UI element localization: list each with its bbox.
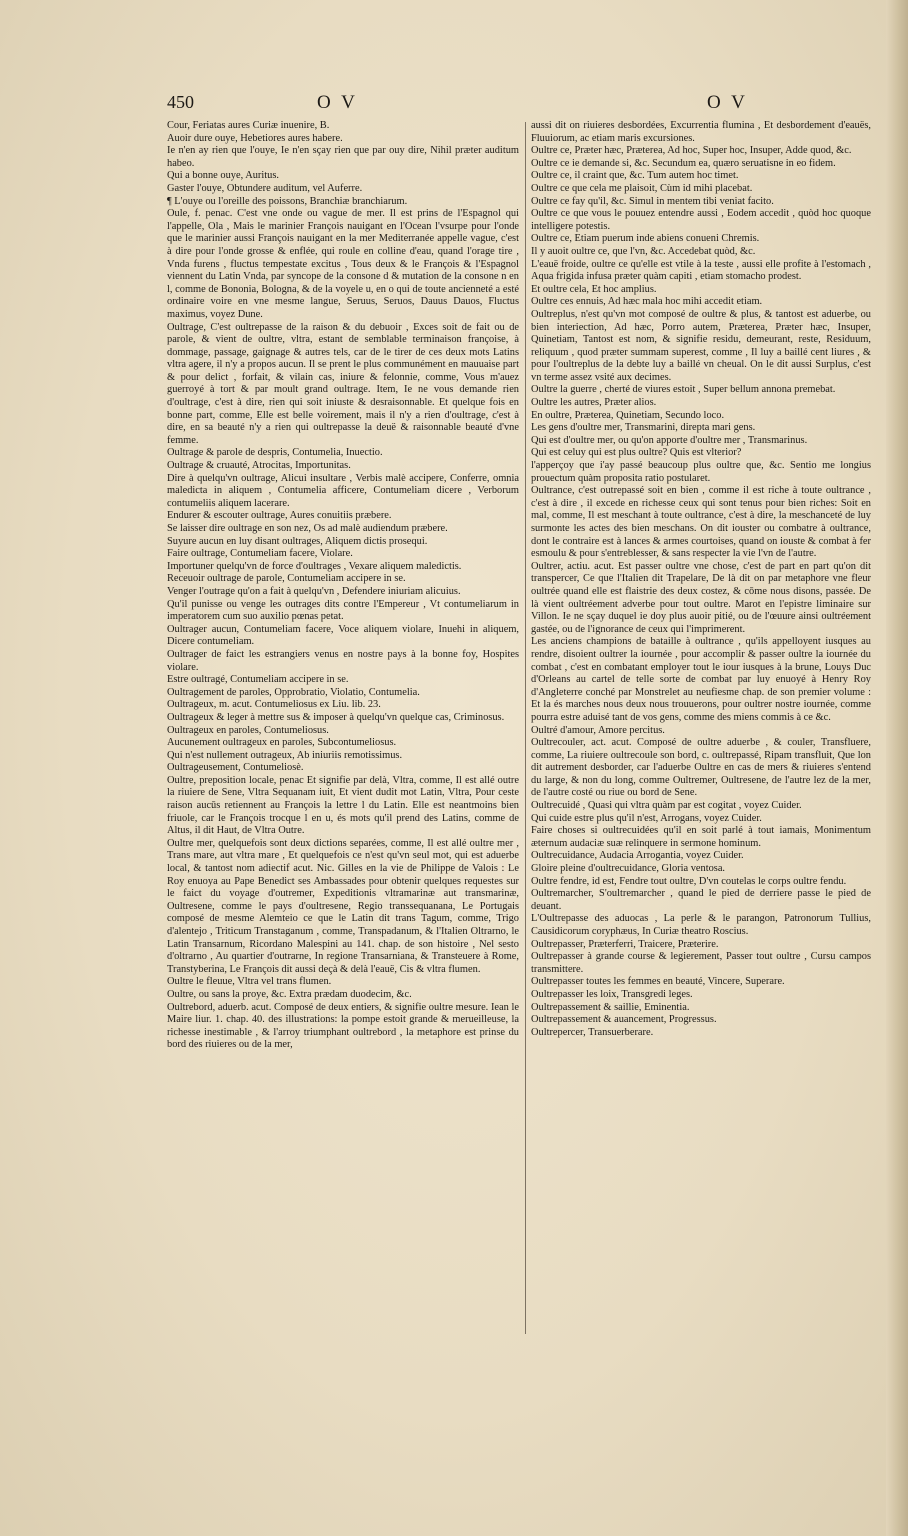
right-column-entry: Oultre ce ie demande si, &c. Secundum ea, quæro seruatisne in eo fidem. bbox=[531, 157, 836, 169]
right-column-entry: Les anciens champions de bataille à oultrance , qu'ils appelloyent iusques au rendre, disoient oultrer la iournée , pour accomplir & passer oultre la iournée du combat , c'est en combatant employer tout le iour iusques à la brune, Louys Duc d'Orleans au cartel de telle sorte de combat par luy enuoyé à Henry Roy d'Angleterre conché par Monstrelet au neufiesme chap. de son premier volume : Et la és marches nous deux nous trouuerons, pour oultrer nostre iournée, comme pourra estre aduisé tant de vos gens, comme des miens commis à ce &c. bbox=[531, 636, 871, 723]
left-column-entry: Oultre le fleuue, Vltra vel trans flumen. bbox=[167, 976, 332, 988]
left-column-entry: Oultrebord, aduerb. acut. Composé de deux entiers, & signifie oultre mesure. Iean le Maire liur. 1. chap. 40. des illustrations: la pompe estoit grande & merueilleuse, la richesse inestimable , & l'arroy triumphant oultrebord , la metaphore est prinse du bord des riuieres ou de la mer, bbox=[167, 1001, 519, 1051]
right-column-entry: Oultrepassement & saillie, Eminentia. bbox=[531, 1001, 690, 1013]
right-column-entry: Oultre ce que cela me plaisoit, Cùm id mihi placebat. bbox=[531, 182, 753, 194]
left-column-entry: Endurer & escouter oultrage, Aures conuitiis præbere. bbox=[167, 510, 392, 522]
right-column-entry: Oultrer, actiu. acut. Est passer oultre vne chose, c'est de part en part qu'on dit transpercer, Ce que l'Italien dit Trapelare, De là dit on par metaphore vne fleur oultrée quand elle est flaistrie des deux costez, & cōme nous disons, passée. De là vient oultréement adverbe pour tout oultre. Marot en l'epistre liminaire sur Villon. Ie ne sçay duquel ie doy plus auoir pitié, ou de l'œuure ainsi oultréement gastée, ou de l'ignorance de ceux qui l'imprimerent. bbox=[531, 560, 871, 635]
left-column-entry: Auoir dure ouye, Hebetiores aures habere. bbox=[167, 132, 343, 144]
right-column-entry: Oultrepasser les loix, Transgredi leges. bbox=[531, 988, 693, 1000]
right-column-entry: Oultrepercer, Transuerberare. bbox=[531, 1026, 654, 1038]
left-column-entry: Qu'il punisse ou venge les outrages dits contre l'Empereur , Vt contumeliarum in imperatorem cum suo auxilio pœnas petat. bbox=[167, 598, 519, 623]
left-column-entry: Ie n'en ay rien que l'ouye, Ie n'en sçay rien que par ouy dire, Nihil præter auditum habeo. bbox=[167, 145, 519, 169]
right-column-entry: Oultrepasser toutes les femmes en beauté, Vincere, Superare. bbox=[531, 976, 785, 988]
left-column-entry: Oultrageux en paroles, Contumeliosus. bbox=[167, 724, 329, 736]
left-column-entry: Oultrager aucun, Contumeliam facere, Voce aliquem violare, Inuehi in aliquem, Dicere contumeliam. bbox=[167, 623, 519, 648]
right-column-entry: Oultrecuidance, Audacia Arrogantia, voyez Cuider. bbox=[531, 850, 744, 862]
right-column-entry: Il y auoit oultre ce, que l'vn, &c. Accedebat quòd, &c. bbox=[531, 245, 756, 257]
right-column-entry: Oultre ces ennuis, Ad hæc mala hoc mihi accedit etiam. bbox=[531, 296, 763, 308]
right-column-entry: Et oultre cela, Et hoc amplius. bbox=[531, 283, 657, 295]
right-column-entry: Oultre ce, il craint que, &c. Tum autem hoc timet. bbox=[531, 170, 739, 182]
right-column-entry: Oultremarcher, S'oultremarcher , quand le pied de derriere passe le pied de deuant. bbox=[531, 888, 871, 912]
right-column-entry: En oultre, Præterea, Quinetiam, Secundo loco. bbox=[531, 409, 725, 421]
left-column-entry: Oule, f. penac. C'est vne onde ou vague de mer. Il est prins de l'Espagnol qui l'appelle, Ola , Mais le marinier François nauigant en l'Ocean l'vsurpe pour l'onde que le marinier aussi François nauigant en la mer Mediterranée appelle vague, c'est à dire pour l'onde grosse & enflée, qui roule en colline d'eau, quand l'orage tire , Vnda furens , fluctus tempestate excitus , Tous deux & le François & l'Espagnol viennent du Latin Vnda, par syncope de la consone d & mutation de la consone n en l, comme de Bononia, Bologna, & de la voyele u, en o qui de toute ancienneté a esté ordinaire voire en vne mesme langue, Seruus, Seruos, Dauus Dauos, Fluctus maximus, voyez Dune. bbox=[167, 208, 519, 320]
right-column-entry: Qui cuide estre plus qu'il n'est, Arrogans, voyez Cuider. bbox=[531, 812, 762, 824]
left-column-entry: Venger l'outrage qu'on a fait à quelqu'vn , Defendere iniuriam alicuius. bbox=[167, 585, 461, 597]
left-column bbox=[167, 120, 519, 1052]
right-column-entry: Qui est celuy qui est plus oultre? Quis est vlterior? bbox=[531, 447, 742, 459]
right-column-entry: Gloire pleine d'oultrecuidance, Gloria ventosa. bbox=[531, 863, 726, 875]
left-column-entry: Oultrageusement, Contumeliosè. bbox=[167, 762, 304, 774]
right-column-entry: Oultrepasser, Præterferri, Traicere, Præterire. bbox=[531, 938, 719, 950]
right-column-entry: Oultré d'amour, Amore percitus. bbox=[531, 724, 665, 736]
left-column-entry: Oultre, preposition locale, penac Et signifie par delà, Vltra, comme, Il est allé outre la riuiere de Sene, Vltra Sequanam iuit, Et vient dudit mot Latin, Vltra, Pour ceste raison aucūs retiennent au François la lettre l du Latin. Elle est neantmoins bien friuole, car le François trocque l en u, és mots qu'il prend des Latins, comme de Altus, il dit Haut, de Vltra Outre. bbox=[167, 774, 519, 837]
left-column-entry: Cour, Feriatas aures Curiæ inuenire, B. bbox=[167, 120, 330, 131]
right-column-entry: Qui est d'oultre mer, ou qu'on apporte d'oultre mer , Transmarinus. bbox=[531, 434, 808, 446]
right-column-entry: Oultrepassement & auancement, Progressus. bbox=[531, 1014, 717, 1026]
left-column-entry: Importuner quelqu'vn de force d'oultrages , Vexare aliquem maledictis. bbox=[167, 560, 462, 572]
right-column-entry: Oultre ce, Etiam puerum inde abiens conueni Chremis. bbox=[531, 233, 760, 245]
right-column-entry: Oultre les autres, Præter alios. bbox=[531, 397, 657, 409]
right-column-entry: Oultre fendre, id est, Fendre tout oultre, D'vn coutelas le corps oultre fendu. bbox=[531, 875, 847, 887]
right-column-entry: L'Oultrepasse des aduocas , La perle & le parangon, Patronorum Tullius, Causidicorum coryphæus, In Curiæ theatro Roscius. bbox=[531, 913, 871, 937]
right-header-title: O V bbox=[707, 92, 748, 113]
left-column-entry: Qui n'est nullement outrageux, Ab iniuriis remotissimus. bbox=[167, 749, 403, 761]
right-column-entry: Les gens d'oultre mer, Transmarini, direpta mari gens. bbox=[531, 422, 756, 434]
left-column-entry: Se laisser dire oultrage en son nez, Os ad malè audiendum præbere. bbox=[167, 523, 448, 534]
right-column-entry: Oultre ce, Præter hæc, Præterea, Ad hoc, Super hoc, Insuper, Adde quod, &c. bbox=[531, 145, 852, 157]
right-column-entry: Oultrecuidé , Quasi qui vltra quàm par est cogitat , voyez Cuider. bbox=[531, 800, 802, 812]
running-header bbox=[167, 92, 867, 120]
right-column-entry: Faire choses si oultrecuidées qu'il en soit parlé à tout iamais, Monimentum æternum audaciæ suæ relinquere in sermone hominum. bbox=[531, 825, 871, 849]
column-divider bbox=[525, 122, 526, 1334]
left-header-title: O V bbox=[317, 92, 358, 113]
left-column-entry: Oultrageux & leger à mettre sus & imposer à quelqu'vn quelque cas, Criminosus. bbox=[167, 711, 505, 723]
left-column-entry: Estre oultragé, Contumeliam accipere in se. bbox=[167, 674, 349, 686]
right-column-entry: Oultre la guerre , cherté de viures estoit , Super bellum annona premebat. bbox=[531, 384, 836, 396]
left-column-entry: Oultrage & parole de despris, Contumelia, Inuectio. bbox=[167, 447, 383, 459]
left-column-entry: Oultre, ou sans la proye, &c. Extra prædam duodecim, &c. bbox=[167, 988, 412, 1000]
right-column-entry: Oultreplus, n'est qu'vn mot composé de oultre & plus, & tantost est aduerbe, ou bien interiection, Ad hæc, Porro autem, Præterea, Præter hæc, Insuper, Quinetiam, Tantost est nom, & signifie residu, demeurant, reste, Residuum, reliquum , quod præter summam superest, comme , Il luy a baillé cent liures , & pour l'oultreplus de la debte luy a baillé vn cheual. On le dit aussi Surplus, c'est vn terme assez vsité aux decimes. bbox=[531, 308, 871, 383]
left-column-entry: Oultre mer, quelquefois sont deux dictions separées, comme, Il est allé oultre mer , Trans mare, aut vltra mare , Et quelquefois ce n'est qu'vn seul mot, qui est aduerbe local, & tantost nom adiectif acut. Nic. Gilles en la vie de Philippe de Valois : Le Roy enuoya au Pape Benedict ses Ambassades pour obtenir quelques requestes sur le faict du voyage d'outremer, Expeditionis vltramarinæ aut transmarinæ, Oultresene, comme le pays d'oultresene, Regio transsequanana, Le Portugais composé de mesme Alemteio ce que le Latin dit trans Tagum, comme, Trigo d'alentejo , Triticum Transtaganum , comme, Transpadanum, & l'Italien Oltrarno, le Latin Transarnum, Ricordano Malespini au 141. chap. de son histoire , Nel sesto d'oltrarno , Au quartier d'outrarne, In regione Transarniana, & Transteuere à Rome, Transtyberina, Le François dit aussi deçà & delà l'eauë, Cis & vltra flumen. bbox=[167, 837, 519, 975]
right-column-entry: L'eauë froide, oultre ce qu'elle est vtile à la teste , aussi elle profite à l'estomach , Aqua frigida infusa præter quàm capiti , etiam stomacho prodest. bbox=[531, 258, 871, 283]
left-column-entry: Oultrage & cruauté, Atrocitas, Importunitas. bbox=[167, 460, 351, 472]
right-column-entry: l'apperçoy que i'ay passé beaucoup plus oultre que, &c. Sentio me longius prouectum quàm proposita ratio postularet. bbox=[531, 460, 871, 484]
left-column-entry: Receuoir oultrage de parole, Contumeliam accipere in se. bbox=[167, 573, 406, 585]
left-column-entry: Oultragement de paroles, Opprobratio, Violatio, Contumelia. bbox=[167, 686, 420, 698]
left-column-entry: Dire à quelqu'vn oultrage, Alicui insultare , Verbis malè accipere, Conferre, omnia maledicta in aliquem , Contumelia afficere, Contumeliam dicere , Verborum contumeliis aliquem lacerare. bbox=[167, 472, 519, 509]
right-column-entry: Oultre ce que vous le pouuez entendre aussi , Eodem accedit , quòd hoc quoque intelligere potestis. bbox=[531, 208, 871, 232]
left-column-entry: Oultrageux, m. acut. Contumeliosus ex Liu. lib. 23. bbox=[167, 699, 381, 711]
right-column-entry: Oultrecouler, act. acut. Composé de oultre aduerbe , & couler, Transfluere, comme, La riuiere oultrecoule son bord, c. oultrepassé, Ripam transfluit, Que lon dit autrement desborder, car l'aduerbe Oultre en cas de mers & riuieres s'entend du large, & non du long, comme Oultremer, Oultresene, de l'autre lez de la mer, de l'autre costé ou riue ou bord de Sene. bbox=[531, 737, 871, 799]
left-column-entry: Aucunement oultrageux en paroles, Subcontumeliosus. bbox=[167, 737, 397, 749]
left-column-entry: Qui a bonne ouye, Auritus. bbox=[167, 170, 279, 182]
page-gutter bbox=[886, 0, 908, 1536]
right-column-entry: Oultrepasser à grande course & legierement, Passer tout oultre , Cursu campos transmittere. bbox=[531, 951, 871, 975]
left-column-entry: ¶ L'ouye ou l'oreille des poissons, Branchiæ branchiarum. bbox=[167, 195, 408, 207]
right-column-entry: Oultre ce fay qu'il, &c. Simul in mentem tibi veniat facito. bbox=[531, 195, 774, 207]
left-column-entry: Gaster l'ouye, Obtundere auditum, vel Auferre. bbox=[167, 182, 363, 194]
right-column bbox=[531, 120, 871, 1039]
page-number: 450 bbox=[167, 92, 194, 112]
left-column-entry: Suyure aucun en luy disant oultrages, Aliquem dictis prosequi. bbox=[167, 535, 428, 547]
right-column-entry: Oultrance, c'est outrepassé soit en bien , comme il est riche à toute oultrance , c'est à dire , il excede en richesse ceux qui sont tenus pour bien riches: Soit en mal, comme, Il est meschant à toute oultrance, c'est à dire, la meschanceté de luy surmonte les actes des bien meschans. On dit iouster ou combatre à oultrance, dont le contraire est à lances & armes courtoises, quand on iouste & combat à fer esmoulu & pour s'entreblesser, & sans respecter la vie l'vn de l'autre. bbox=[531, 485, 871, 560]
left-column-entry: Faire oultrage, Contumeliam facere, Violare. bbox=[167, 548, 353, 560]
right-column-entry: aussi dit on riuieres desbordées, Excurrentia flumina , Et desbordement d'eauës, Fluuiorum, ac etiam maris excursiones. bbox=[531, 120, 871, 144]
left-column-entry: Oultrage, C'est oultrepasse de la raison & du debuoir , Exces soit de fait ou de parole, & vient de oultre, vltra, estant de semblable terminaison françoise, à dommage, passage, gaignage & autres tels, car de le tirer de ces deux mots Latins vltra agere, il n'y a propos aucun. Il se prent le plus communément en mauuaise part & pour delict , forfait, & vilain cas, iniure & felonnie, comme, Vous m'auez guerroyé à tort & par moult grand oultrage. Item, Ie ne vous demande rien d'oultrage, c'est à dire, rien qui soit iniuste & desraisonnable. Et quelque fois en bonne part, comme, Elle est belle voirement, mais il n'y a rien d'oultrage, c'est à dire, en sa beauté n'y a rien qui oultrepasse la deuë & raisonnable beauté d'vne femme. bbox=[167, 321, 519, 446]
left-column-entry: Oultrager de faict les estrangiers venus en nostre pays à la bonne foy, Hospites violare. bbox=[167, 648, 519, 673]
